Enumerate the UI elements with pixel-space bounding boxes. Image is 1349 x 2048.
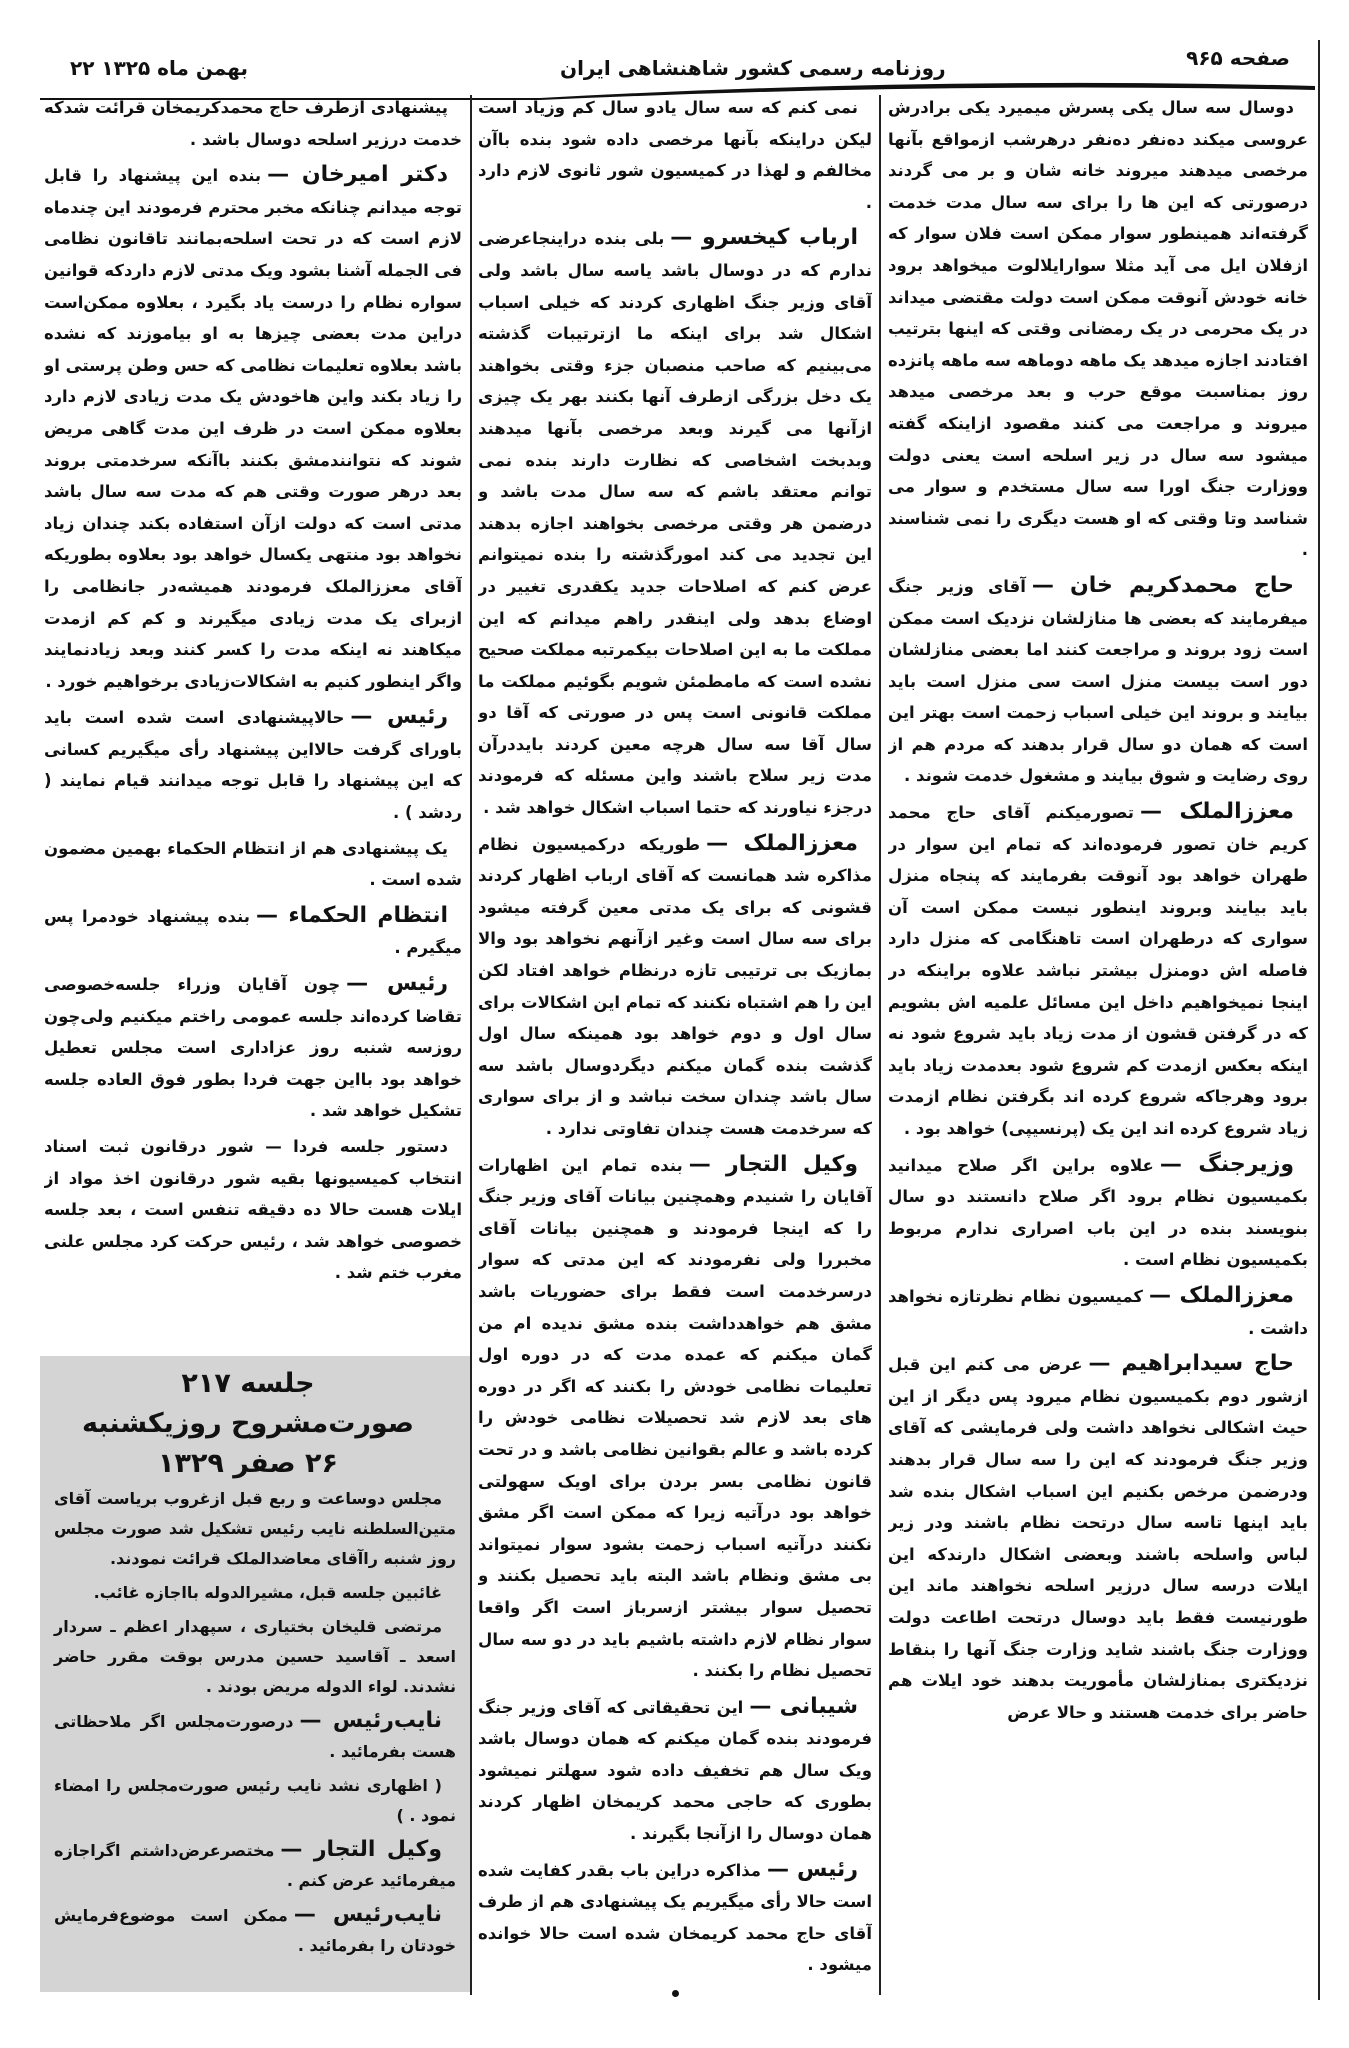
session-title-line: ۲۶ صفر ۱۳۲۹ [157, 1448, 338, 1479]
paragraph [478, 222, 872, 823]
page-border [1318, 40, 1320, 2000]
paragraph [478, 92, 872, 218]
paragraph [888, 796, 1308, 1145]
speaker-name: رئیس — [350, 704, 448, 730]
paragraph-text: بلی بنده دراینجاعرضی ندارم که در دوسال باشد یاسه سال باشد ولی آقای وزیر جنگ اظهاری کردند که خیلی اسباب اشکال شد برای اینکه ما ازترتیبات گذشته می‌بینیم که صاحب منصبان جزء وقتی بخواهند یک دخل بزرگی ازطرف آنها بکنند بهر یک چیزی ازآنها می گیرند وبعد مرخصی بآنها میدهند وبدبخت اشخاصی که نظارت دارند بنده نمی توانم معتقد باشم که سه سال مدت باشد و درضمن هر وقتی مرخصی بخواهند اجازه بدهند این تجدید می کند امورگذشته را بنده نمیتوانم عرض کنم که اصلاحات جدید یکقدری تغییر در اوضاع بدهد ولی اینقدر راهم میدانم که این مملکت ما به این اصلاحات بیکمرتبه مملکت صحیح نشده است که مامطمئن شویم بگوئیم مملکت ما مملکت قانونی است پس در صورتی که آقا دو سال آقا سه سال هرچه معین کردند بایددرآن مدت زیر سلاح باشند واین مسئله که فرمودند درجزء نیاورند که حتما اسباب اشکال خواهد شد . [478, 229, 872, 818]
paragraph [54, 1612, 456, 1702]
end-mark [672, 1990, 679, 1997]
speaker-name: وزیرجنگ — [1159, 1151, 1294, 1177]
page-number: صفحه ۹۶۵ [1186, 46, 1290, 70]
paragraph-text: یک پیشنهادی هم از انتظام الحکماء بهمین مضمون شده است . [44, 838, 462, 890]
paragraph-text: ممکن است موضوع‌فرمایش خودتان را بفرمائید . [54, 1906, 456, 1955]
speaker-name: انتظام الحکماء — [255, 902, 449, 928]
paragraph-text: بنده تمام این اظهارات آقایان را شنیدم وهمچنین بیانات آقای وزیر جنگ را که اینجا فرمودند و همچنین بیانات آقای مخبررا ولی نفرمودند که این مدتی که سوار درسرخدمت است فقط برای حضوریات باشد مشق هم خواهدداشت بنده مشق ندیده ام من گمان میکنم که عمده مدت که در دوره اول تعلیمات نظامی خودش را بکنند که اگر در دوره های بعد لازم شد تحصیلات نظامی خودش را کرده باشد و عالم بقوانین نظامی باشد و در تحت قانون نظامی بسر بردن برای اویک سهولتی خواهد بود درآتیه زیرا که ممکن است اگر مشق نکنند درآتیه اسباب زحمت بشود سوار نمیتواند بی مشق ونظام باشد البته باید تحصیل بکنند و تحصیل سوار بیشتر ازسرباز است اگر واقعا سوار نظام لازم داشته باشیم باید در دو سه سال تحصیل نظام را بکنند . [478, 1155, 872, 1681]
paragraph-text: طوریکه درکمیسیون نظام مذاکره شد همانست که آقای ارباب اظهار کردند قشونی که برای یک مدتی معین گرفته میشود برای سه سال است وغیر ازآنهم نخواهد بود والا بمازیک بی ترتیبی تازه درنظام خواهد افتاد لکن این را هم اشتباه نکنند که تمام این اشکالات برای سال اول و دوم خواهد بود همینکه سال اول گذشت بنده گمان میکنم دیگردوسال باشد سه سال باشد چندان سخت نباشد و از برای سواری که سرخدمت هست چندان تفاوتی ندارد . [478, 834, 872, 1138]
speaker-name: حاج محمدکریم خان — [1031, 572, 1294, 598]
paragraph-text: نمی کنم که سه سال یادو سال کم وزیاد است لیکن دراینکه بآنها مرخصی داده شود بنده باآن مخالفم و لهذا در کمیسیون شور ثانوی لازم دارد . [478, 98, 872, 212]
speaker-name: معززالملک — [706, 830, 858, 856]
paragraph [54, 1835, 456, 1896]
speaker-name: نایب‌رئیس — [293, 1902, 442, 1927]
speaker-name: وکیل التجار — [280, 1837, 442, 1862]
paragraph [44, 159, 462, 697]
paragraph [478, 1691, 872, 1850]
paragraph-text: مذاکره دراین باب بقدر کفایت شده است حالا رأی میگیریم یک پیشنهادی هم از طرف آقای حاج محمد کریمخان شده است حالا خوانده میشود . [478, 1860, 872, 1975]
paragraph-text: چون آقایان وزراء جلسه‌خصوصی تقاضا کرده‌اند جلسه عمومی راختم میکنیم ولی‌چون روزسه شنبه روز عزاداری است مجلس تعطیل خواهد بود بااین جهت فردا بطور فوق العاده جلسه تشکیل خواهد شد . [44, 975, 462, 1121]
paragraph-text: این تحقیقاتی که آقای وزیر جنگ فرمودند بنده گمان میکنم که همان دوسال باشد ویک سال هم تخفیف داده شود سهلتر نمیشود بطوری که حاجی محمد کریمخان اظهار کردند همان دوسال را ازآنجا بگیرند . [478, 1697, 872, 1844]
paragraph [888, 570, 1308, 792]
paragraph [54, 1771, 456, 1831]
paragraph [54, 1578, 456, 1608]
paragraph-text: دستور جلسه فردا — شور درقانون ثبت اسناد انتخاب کمیسیونها بقیه شور درقانون اخذ مواد از ایلات هست حالا ده دقیقه تنفس است ، بعد جلسه خصوصی خواهد شد ، رئیس حرکت کرد مجلس علنی مغرب ختم شد . [44, 1137, 462, 1283]
column-divider [879, 95, 881, 1995]
paragraph [54, 1484, 456, 1574]
paragraph [478, 1149, 872, 1687]
paragraph [44, 701, 462, 828]
newspaper-title: روزنامه رسمی کشور شاهنشاهی ایران [560, 56, 946, 80]
paragraph [888, 1149, 1308, 1276]
speaker-name: حاج سیدابراهیم — [1088, 1351, 1294, 1377]
speaker-name: معززالملک — [1149, 1282, 1295, 1308]
paragraph-text: دوسال سه سال یکی پسرش میمیرد یکی برادرش عروسی میکند ده‌نفر ده‌نفر درهرشب ازمواقع بآنها مرخصی میدهند میروند خانه شان و بر می گردند درصورتی که این ها را برای سه سال مدت خدمت گرفته‌اند همینطور سوار ممکن است فلان سوار که ازفلان ایل می آید مثلا سوارایلالوت میخواهد برود خانه خودش آنوقت ممکن است دولت مقتضی میداند در یک محرمی در یک رمضانی وقتی که اینها بترتیب افتادند اجازه میدهد یک ماهه دوماهه سه ماهه پانزده روز بمناسبت موقع حرب و بعد مرخصی میدهد میروند و مراجعت می کنند مقصود ازاینکه گفته میشود سه سال در زیر اسلحه است یعنی دولت ووزارت جنگ اورا سه سال مستخدم و سوار می شناسد وتا وقتی که او هست دیگری را نمی شناسند . [888, 98, 1308, 560]
paragraph-text: پیشنهادی ازطرف حاج محمدکریمخان قرائت شدکه خدمت درزیر اسلحه دوسال باشد . [44, 98, 462, 149]
speaker-name: نایب‌رئیس — [299, 1708, 442, 1733]
paragraph-text: مجلس دوساعت و ربع قبل ازغروب بریاست آقای متین‌السلطنه نایب رئیس تشکیل شد صورت مجلس روز شنبه راآقای معاضدالملک قرائت نمودند. [54, 1489, 456, 1568]
column-divider [470, 95, 472, 1995]
column-left [44, 92, 462, 1347]
paragraph-text: علاوه براین اگر صلاح میدانید بکمیسیون نظام برود اگر صلاح دانستند دو سال بنویسند بنده در این باب اصراری ندارم مربوط بکمیسیون نظام است . [888, 1155, 1308, 1270]
speaker-name: رئیس — [346, 971, 448, 997]
paragraph-text: کمیسیون نظام نظرتازه نخواهد داشت . [888, 1286, 1308, 1338]
paragraph [478, 1854, 872, 1981]
paragraph-text: درصورت‌مجلس اگر ملاحظاتی هست بفرمائید . [54, 1712, 456, 1761]
paragraph [888, 1280, 1308, 1344]
paragraph-text: ( اظهاری نشد نایب رئیس صورت‌مجلس را امضاء نمود . ) [54, 1776, 456, 1825]
paragraph-text: مختصرعرض‌داشتم اگراجازه میفرمائید عرض کنم . [54, 1841, 456, 1890]
paragraph-text: عرض می کنم این قبل ازشور دوم بکمیسیون نظام میرود پس دیگر از این حیث اشکالی نخواهد داشت ولی فرمایشی که آقای وزیر جنگ فرمودند که این را سه سال قرار بدهند ودرضمن مرخص بکنیم این اسباب اشکال بنده شد باید اینها تاسه سال درتحت نظام باشند ودر زیر لباس واسلحه باشند وبعضی اشکال دارندکه این ایلات درسه سال درزیر اسلحه نخواهند ماند این طورنیست فقط باید دوسال درتحت اطاعت دولت ووزارت جنگ باشند شاید وزارت جنگ آنها را بنقاط نزدیکتری بمنازلشان مأموریت بدهند خود ایلات هم حاضر برای خدمت هستند و حالا عرض [888, 1355, 1308, 1722]
column-right [888, 92, 1308, 1992]
paragraph [44, 900, 462, 964]
speaker-name: وکیل التجار — [688, 1151, 859, 1177]
speaker-name: معززالملک — [1139, 799, 1294, 825]
paragraph-text: غائبین جلسه قبل، مشیرالدوله بااجازه غائب. [93, 1583, 442, 1602]
paragraph-text: مرتضی قلیخان بختیاری ، سپهدار اعظم ـ سردار اسعد ـ آقاسید حسین مدرس بوقت مقرر حاضر نشدند. لواء الدوله مریض بودند . [54, 1617, 456, 1696]
paragraph [44, 968, 462, 1127]
paragraph [54, 1706, 456, 1767]
paragraph [478, 828, 872, 1145]
speaker-name: شیبانی — [749, 1693, 858, 1719]
issue-date: ۲۲ بهمن ماه ۱۳۲۵ [70, 56, 248, 80]
paragraph-text: حالاپیشنهادی است شده است باید باورای گرفت حالااین پیشنهاد رأی میگیریم کسانی که این پیشنهاد را قابل توجه میدانند قیام نمایند ( ردشد ) . [44, 708, 462, 823]
session-title-line: جلسه ۲۱۷ [181, 1368, 315, 1399]
speaker-name: ارباب کیخسرو — [670, 225, 858, 251]
paragraph [44, 92, 462, 155]
paragraph-text: تصورمیکنم آقای حاج محمد کریم خان تصور فرموده‌اند که تمام این سوار در طهران خواهد بود آنوقت بفرمایند که پنجاه منزل باید بیایند وبروند اینطور نیست ممکن است آن سواری که درطهران است تاهنگامی که منزل دارد فاصله اش دومنزل بیشتر نباشد علاوه براینکه در اینجا نمیخواهیم داخل این مسائل علمیه اش بشویم که در گرفتن قشون از مدت زیاد باید شروع شود نه اینکه بعکس ازمدت کم شروع شود بعدمدت زیاد باید برود وهرجاکه شروع کرده اند بگرفتن نظام ازمدت زیاد شروع کرده اند این یک (پرنسیپی) خواهد بود . [888, 803, 1308, 1138]
paragraph-text: بنده پیشنهاد خودمرا پس میگیرم . [44, 906, 462, 958]
session-217-box [40, 1356, 470, 1992]
paragraph-text: بنده این پیشنهاد را قابل توجه میدانم چنانکه مخبر محترم فرمودند این چندماه لازم است که در تحت اسلحه‌بمانند تاقانون نظامی فی الجمله آشنا بشود ویک مدتی لازم داردکه قوانین سواره نظام را درست یاد بگیرد ، بعلاوه ممکن‌است دراین مدت بعضی چیزها به او بیاموزند که نشده باشد بعلاوه تعلیمات نظامی که حس وطن پرستی او را زیاد بکند واین هاخودش یک مدت زیادی لازم دارد بعلاوه ممکن است در ظرف این مدت گاهی مریض شوند که نتوانندمشق بکنند باآنکه سرخدمتی بروند بعد درهر صورت وقتی هم که مدت سه سال باشد مدتی است که دولت ازآن استفاده بکند چندان زیاد نخواهد بود منتهی یکسال خواهد بود بعلاوه بطوریکه آقای معززالملک فرمودند همیشه‌در جانظامی را ازبرای یک مدت زیادی میگیرند و کم کم ازمدت میکاهند نه اینکه مدت را کسر کنند وبعد زیادنمایند واگر اینطور کنیم به اشکالات‌زیادی برخواهیم خورد . [44, 166, 462, 691]
paragraph [888, 1348, 1308, 1728]
column-middle [478, 92, 872, 1992]
paragraph [44, 833, 462, 896]
paragraph [888, 92, 1308, 566]
paragraph [54, 1900, 456, 1961]
speaker-name: دکتر امیرخان — [267, 162, 448, 188]
paragraph [44, 1131, 462, 1289]
paragraph-text: آقای وزیر جنگ میفرمایند که بعضی ها منازلشان نزدیک است ممکن است زود بروند و مراجعت کنند اما بعضی منازلشان دور است بیست منزل است سی منزل است باید بیایند و بروند این خیلی اسباب زحمت است بهتر این است که همان دو سال قرار بدهند که مردم هم از روی رضایت و شوق بیایند و مشغول خدمت شوند . [888, 576, 1308, 786]
session-title-line: صورت‌مشروح روزیکشنبه [82, 1408, 414, 1439]
speaker-name: رئیس — [766, 1856, 858, 1882]
